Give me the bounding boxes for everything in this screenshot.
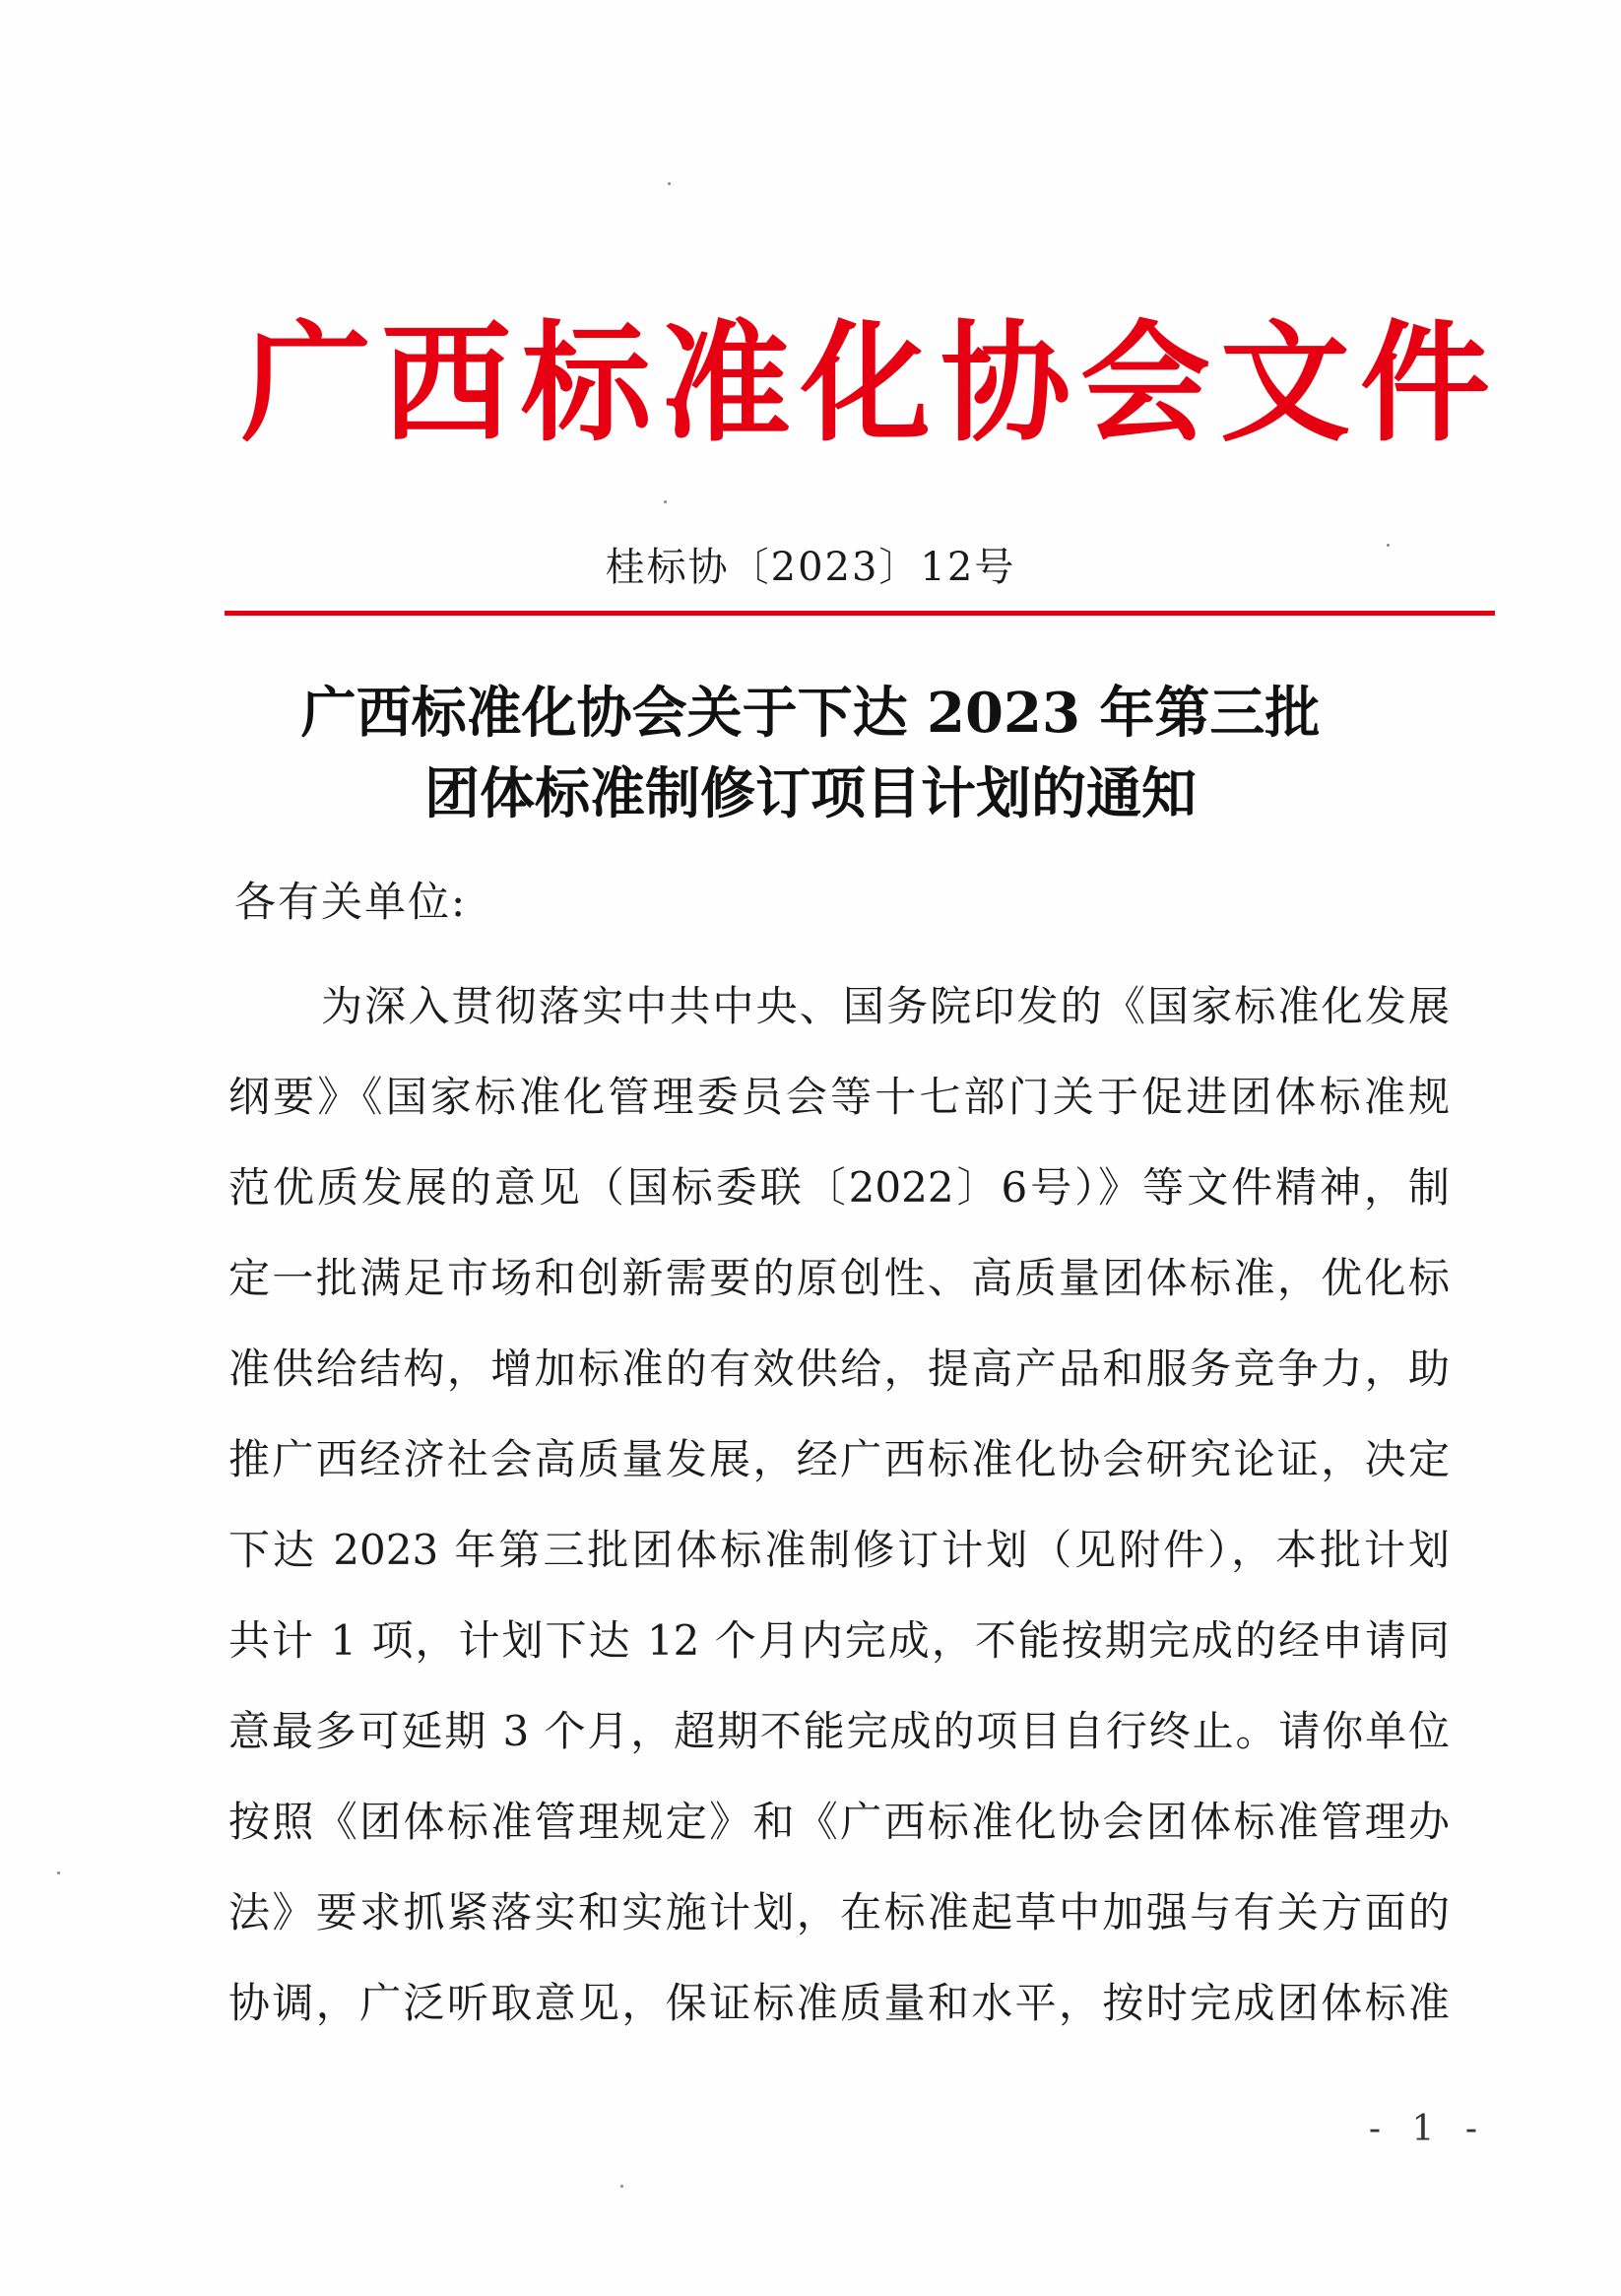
scan-speck [57,1871,60,1874]
body-line: 为深入贯彻落实中共中央、国务院印发的《国家标准化发展 [321,982,1450,1030]
body-line: 意最多可延期 3 个月，超期不能完成的项目自行终止。请你单位 [228,1707,1450,1755]
body-line: 推广西经济社会高质量发展，经广西标准化协会研究论证，决定 [228,1435,1450,1483]
body-line: 共计 1 项，计划下达 12 个月内完成，不能按期完成的经申请同 [228,1616,1450,1665]
salutation: 各有关单位: [234,878,468,926]
red-divider-rule [225,611,1495,616]
body-line: 准供给结构，增加标准的有效供给，提高产品和服务竞争力，助 [228,1345,1450,1393]
body-line: 协调，广泛听取意见，保证标准质量和水平，按时完成团体标准 [228,1979,1450,2027]
body-line: 法》要求抓紧落实和实施计划，在标准起草中加强与有关方面的 [228,1888,1450,1936]
scan-speck [664,500,667,503]
body-line: 纲要》《国家标准化管理委员会等十七部门关于促进团体标准规 [228,1073,1450,1121]
body-line: 下达 2023 年第三批团体标准制修订计划（见附件），本批计划 [228,1526,1450,1574]
document-number: 桂标协〔2023〕12号 [605,545,1016,590]
notice-title-line-2: 团体标准制修订项目计划的通知 [424,761,1197,826]
scan-speck [620,2185,623,2188]
masthead-title: 广西标准化协会文件 [241,307,1500,460]
page-number: - 1 - [1368,2109,1487,2149]
notice-title-line-1: 广西标准化协会关于下达 2023 年第三批 [300,681,1321,746]
scan-speck [1387,544,1390,547]
body-line: 定一批满足市场和创新需要的原创性、高质量团体标准，优化标 [228,1254,1450,1302]
scan-speck [668,182,671,185]
body-line: 按照《团体标准管理规定》和《广西标准化协会团体标准管理办 [228,1798,1450,1846]
body-line: 范优质发展的意见（国标委联〔2022〕6号）》等文件精神，制 [228,1163,1450,1212]
